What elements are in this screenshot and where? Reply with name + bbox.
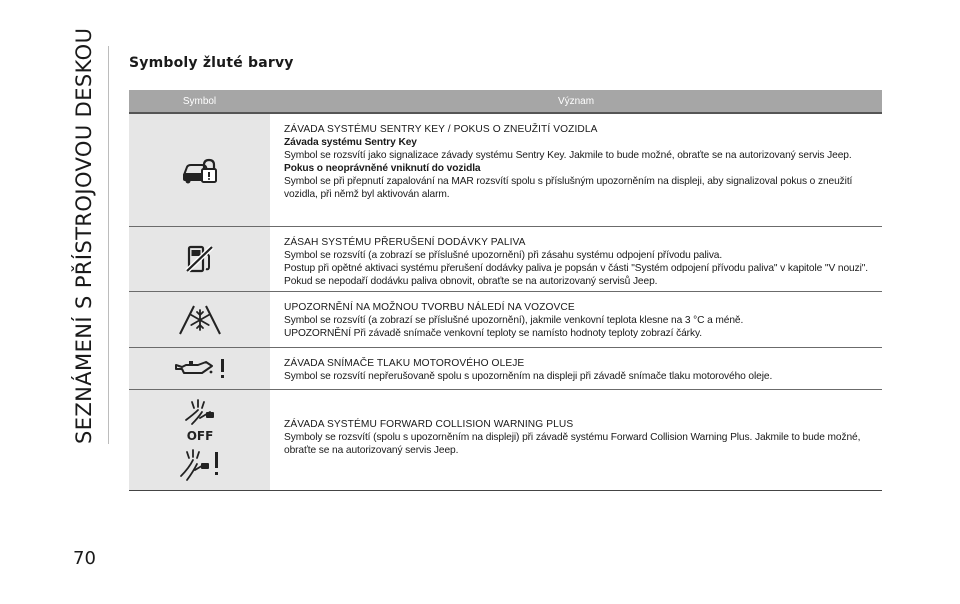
row-heading: UPOZORNĚNÍ NA MOŽNOU TVORBU NÁLEDÍ NA VOZOVCE xyxy=(284,302,575,313)
header-symbol: Symbol xyxy=(182,95,217,107)
table-row xyxy=(129,114,882,227)
row-heading: ZÁVADA SYSTÉMU SENTRY KEY / POKUS O ZNEUŽITÍ VOZIDLA xyxy=(284,124,598,135)
symbol-cell xyxy=(129,114,270,226)
row-text: Symbol se rozsvítí (a zobrazí se příslušné upozornění) při zásahu systému odpojení přívodu paliva. xyxy=(284,250,723,261)
row-text: Symboly se rozsvítí (spolu s upozorněním na displeji) při závadě systému Forward Collision Warning Plus. Jakmile to bude možné, obraťte se na autorizovaný servis Jeep. xyxy=(284,432,861,456)
row-text: UPOZORNĚNÍ Při závadě snímače venkovní teploty se namísto hodnoty teploty zobrazí čárky. xyxy=(284,328,702,339)
forward-collision-warning-icon xyxy=(177,448,223,482)
row-text: Symbol se rozsvítí nepřerušovaně spolu s upozorněním na displeji při závadě snímače tlaku motorového oleje. xyxy=(284,371,773,382)
forward-collision-off-icon xyxy=(180,398,220,442)
symbol-cell xyxy=(129,292,270,347)
meaning-cell xyxy=(270,114,882,226)
row-heading: ZÁVADA SNÍMAČE TLAKU MOTOROVÉHO OLEJE xyxy=(284,358,525,369)
row-text: Symbol se rozsvítí (a zobrazí se příslušné upozornění), jakmile venkovní teplota klesne na 3 °C a méně. xyxy=(284,315,744,326)
section-title: Symboly žluté barvy xyxy=(129,55,294,71)
padlock-car-icon xyxy=(180,153,220,187)
off-label: OFF xyxy=(186,429,213,442)
table-row xyxy=(129,348,882,390)
table-row xyxy=(129,390,882,491)
symbol-cell xyxy=(129,390,270,490)
row-heading: ZÁSAH SYSTÉMU PŘERUŠENÍ DODÁVKY PALIVA xyxy=(284,237,526,248)
fuel-pump-cutoff-icon xyxy=(185,243,215,275)
table-row xyxy=(129,292,882,348)
symbol-cell xyxy=(129,348,270,389)
row-subheading: Závada systému Sentry Key xyxy=(284,137,417,148)
road-ice-snowflake-icon xyxy=(178,304,222,336)
chapter-side-title: SEZNÁMENÍ S PŘÍSTROJOVOU DESKOU xyxy=(72,27,96,444)
row-heading: ZÁVADA SYSTÉMU FORWARD COLLISION WARNING PLUS xyxy=(284,419,574,430)
page-number: 70 xyxy=(73,548,96,569)
row-text: Symbol se při přepnutí zapalování na MAR rozsvítí spolu s příslušným upozorněním na displeji, aby signalizoval pokus o zneužití vozidla, při němž byl aktivován alarm. xyxy=(284,176,853,200)
meaning-cell xyxy=(270,390,882,490)
header-meaning: Význam xyxy=(557,95,595,107)
oil-can-exclamation-icon xyxy=(172,357,228,381)
row-subheading: Pokus o neoprávněné vniknutí do vozidla xyxy=(284,163,481,174)
row-text: Postup při opětné aktivaci systému přerušení dodávky paliva je popsán v části "Systém odpojení přívodu paliva" v kapitole "V nouzi". Pokud se nepodaří dodávku paliva obnovit, obraťte se na autorizovaný servisů Jeep. xyxy=(284,263,868,287)
table-header xyxy=(129,90,882,112)
table-row xyxy=(129,227,882,292)
meaning-cell xyxy=(270,292,882,347)
chapter-side-rule xyxy=(108,46,109,444)
meaning-cell xyxy=(270,227,882,291)
symbol-cell xyxy=(129,227,270,291)
row-text: Symbol se rozsvítí jako signalizace závady systému Sentry Key. Jakmile to bude možné, obraťte se na autorizovaný servis Jeep. xyxy=(284,150,852,161)
meaning-cell xyxy=(270,348,882,389)
symbol-table xyxy=(129,90,882,491)
